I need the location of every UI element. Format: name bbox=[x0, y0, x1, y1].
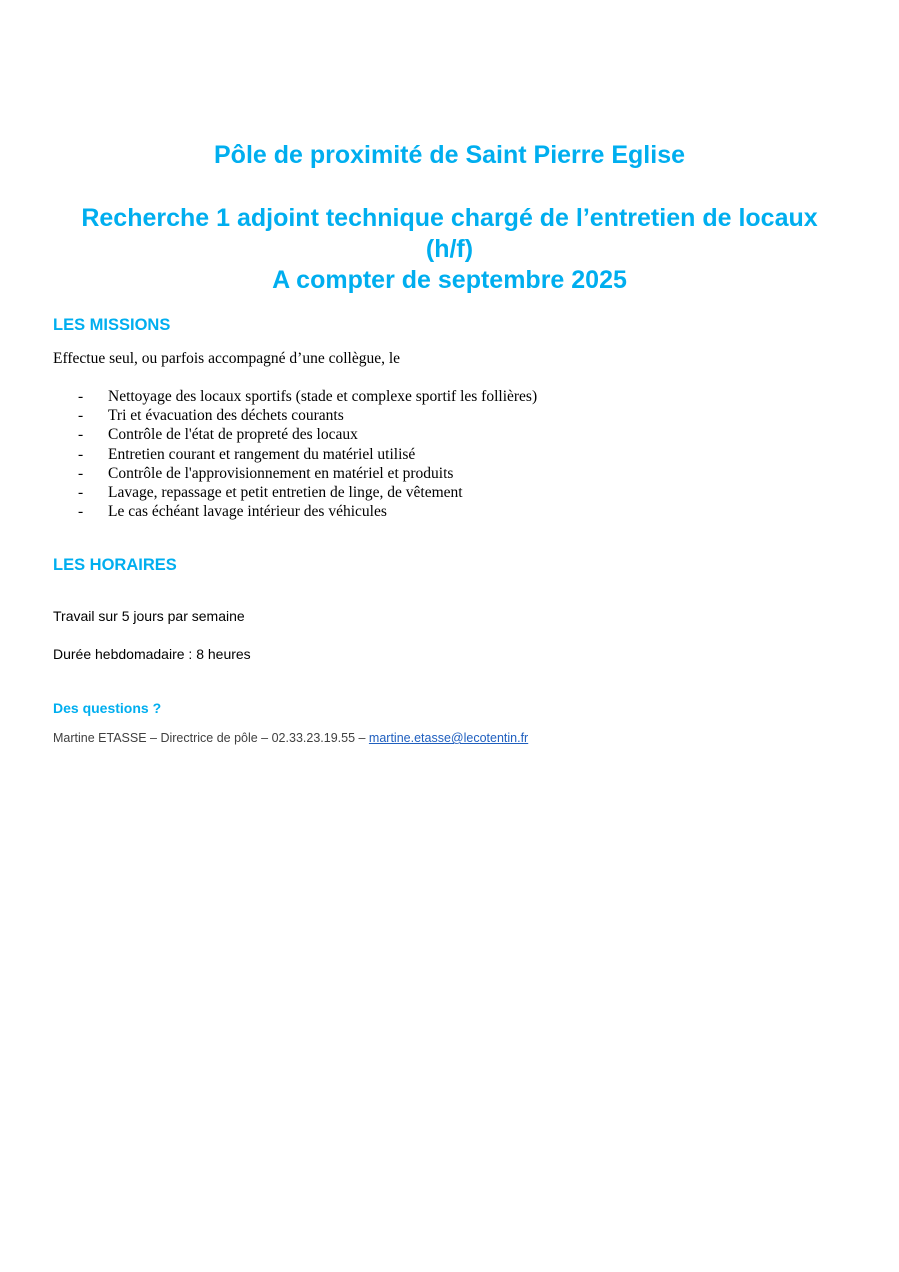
work-days-text: Travail sur 5 jours par semaine bbox=[53, 608, 245, 624]
missions-intro: Effectue seul, ou parfois accompagné d’une collègue, le bbox=[53, 350, 401, 367]
list-item bbox=[78, 464, 537, 483]
list-item bbox=[78, 406, 537, 425]
bullet-dash: - bbox=[78, 503, 84, 521]
mission-text: Contrôle de l'état de propreté des locaux bbox=[108, 426, 358, 444]
mission-text: Lavage, repassage et petit entretien de linge, de vêtement bbox=[108, 483, 463, 501]
list-item bbox=[78, 445, 537, 464]
job-start-date: A compter de septembre 2025 bbox=[272, 266, 627, 294]
missions-list bbox=[78, 387, 537, 521]
contact-line bbox=[53, 730, 528, 746]
mission-text: Entretien courant et rangement du matériel utilisé bbox=[108, 445, 416, 463]
list-item bbox=[78, 425, 537, 444]
questions-heading: Des questions ? bbox=[53, 700, 162, 716]
mission-text: Tri et évacuation des déchets courants bbox=[108, 407, 344, 425]
missions-heading: LES MISSIONS bbox=[53, 316, 171, 334]
horaires-heading: LES HORAIRES bbox=[53, 556, 177, 574]
job-title-line-1: Recherche 1 adjoint technique chargé de l’entretien de locaux bbox=[81, 204, 818, 232]
list-item bbox=[78, 502, 537, 521]
bullet-dash: - bbox=[78, 407, 84, 425]
contact-email-link[interactable]: martine.etasse@lecotentin.fr bbox=[368, 731, 529, 745]
bullet-dash: - bbox=[78, 426, 84, 444]
mission-text: Le cas échéant lavage intérieur des véhicules bbox=[108, 503, 387, 521]
contact-text: Martine ETASSE – Directrice de pôle – 02.33.23.19.55 – bbox=[53, 731, 369, 745]
list-item bbox=[78, 387, 537, 406]
bullet-dash: - bbox=[78, 388, 84, 405]
job-title-line-2: (h/f) bbox=[425, 235, 474, 263]
bullet-dash: - bbox=[78, 445, 84, 463]
bullet-dash: - bbox=[78, 483, 84, 501]
bullet-dash: - bbox=[78, 464, 84, 482]
page-title: Pôle de proximité de Saint Pierre Eglise bbox=[214, 141, 685, 169]
list-item bbox=[78, 483, 537, 502]
mission-text: Nettoyage des locaux sportifs (stade et complexe sportif les follières) bbox=[108, 388, 538, 405]
mission-text: Contrôle de l'approvisionnement en matériel et produits bbox=[108, 464, 454, 482]
weekly-hours-text: Durée hebdomadaire : 8 heures bbox=[53, 646, 251, 662]
